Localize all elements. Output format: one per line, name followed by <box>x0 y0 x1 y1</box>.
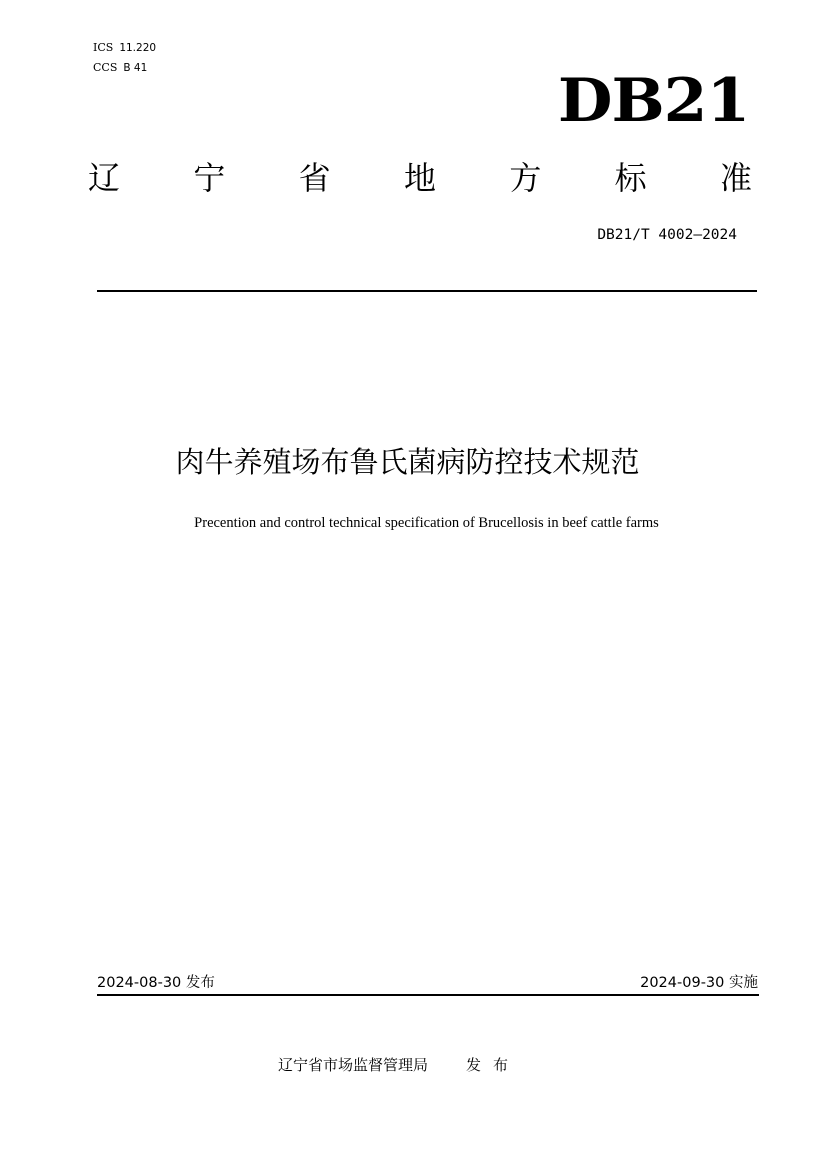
ics-value: 11.220 <box>119 42 157 54</box>
standard-type-char: 地 <box>403 159 436 197</box>
issue-date: 2024-08-30 发布 <box>97 975 215 991</box>
ccs-value: B 41 <box>123 62 148 74</box>
ccs-code <box>93 61 147 75</box>
implementation-date: 2024-09-30 实施 <box>640 975 758 991</box>
document-title-cn: 肉牛养殖场布鲁氏菌病防控技术规范 <box>175 445 640 479</box>
db21-logo: DB21 <box>557 66 749 136</box>
top-divider <box>97 290 757 292</box>
ccs-label: CCS <box>93 61 118 74</box>
standard-type <box>88 156 752 200</box>
standard-type-char: 宁 <box>193 159 226 197</box>
ics-code <box>93 41 156 55</box>
ics-label: ICS <box>93 41 114 54</box>
standard-type-char: 省 <box>298 159 331 197</box>
issuer-name: 辽宁省市场监督管理局 <box>278 1056 429 1074</box>
bottom-divider <box>97 994 759 996</box>
issuer <box>278 1054 520 1076</box>
standard-number: DB21/T 4002—2024 <box>597 227 737 243</box>
standard-type-char: 方 <box>509 159 542 197</box>
standard-type-char: 辽 <box>88 159 121 197</box>
document-title-en: Precention and control technical specification of Brucellosis in beef cattle farms <box>194 515 659 531</box>
standard-type-char: 标 <box>614 159 647 197</box>
issuer-action: 发布 <box>466 1056 521 1074</box>
standard-type-char: 准 <box>719 159 752 197</box>
